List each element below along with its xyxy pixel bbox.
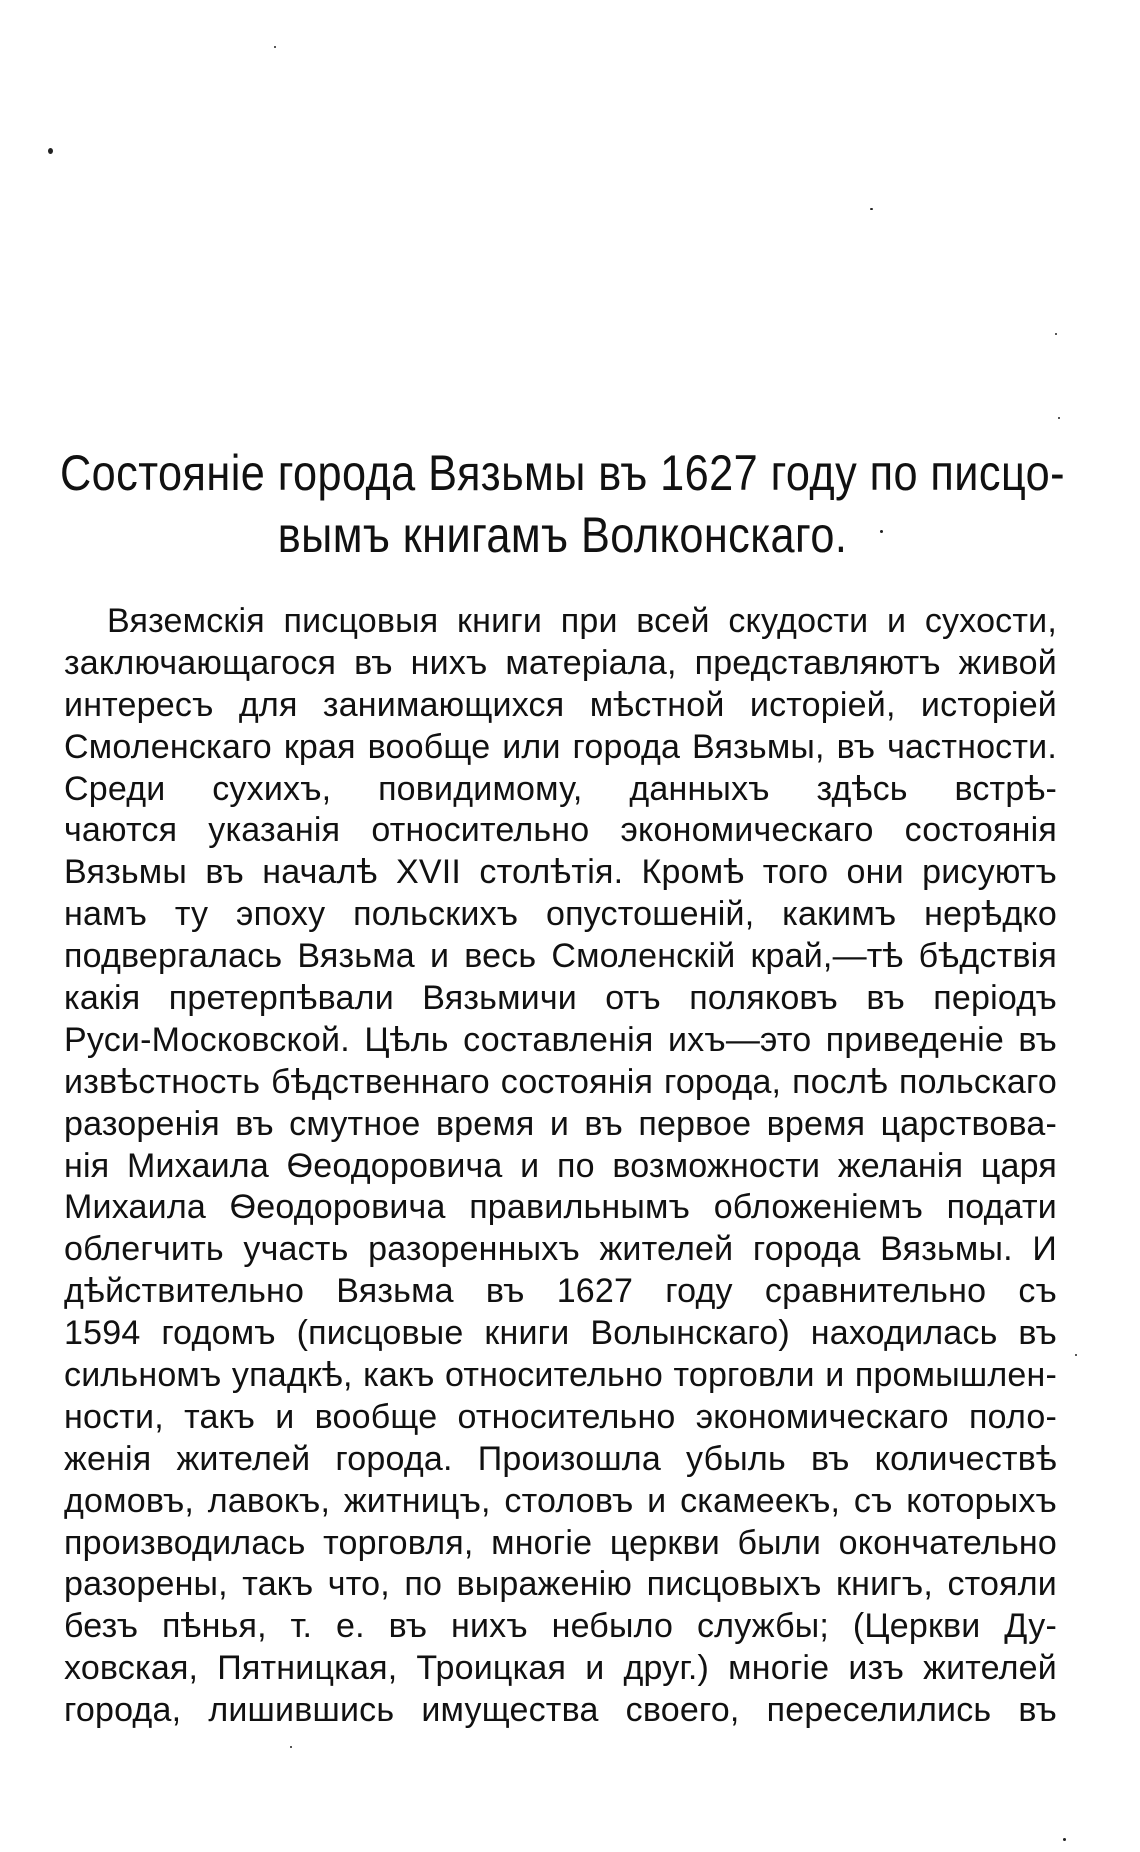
text-line: Вязьмы въ началѣ XVII столѣтія. Кромѣ того они рисуютъ: [64, 853, 1057, 892]
title-line-1: Состояніе города Вязьмы въ 1627 году по писцо-: [60, 445, 1066, 501]
text-line: Вяземскія писцовыя книги при всей скудости и сухости,: [107, 602, 1057, 640]
text-line: подвергалась Вязьма и весь Смоленскій край,—тѣ бѣдствія: [64, 937, 1057, 976]
text-line: безъ пѣнья, т. е. въ нихъ небыло службы; (Церкви Ду-: [64, 1607, 1057, 1646]
text-line: облегчить участь разоренныхъ жителей города Вязьмы. И: [64, 1230, 1057, 1269]
text-line: заключающагося въ нихъ матеріала, представляютъ живой: [64, 643, 1057, 682]
text-line: интересъ для занимающихся мѣстной исторіей, исторіей: [64, 685, 1057, 724]
text-line: какія претерпѣвали Вязьмичи отъ поляковъ въ періодъ: [64, 979, 1057, 1018]
title-line-2: вымъ книгамъ Волконскаго.: [277, 507, 848, 563]
scan-speck: [290, 1746, 292, 1748]
scan-speck: [870, 208, 873, 210]
text-line: Михаила Ѳеодоровича правильнымъ обложеніемъ подати: [64, 1188, 1057, 1227]
scan-speck: [1055, 333, 1057, 335]
scan-speck: [1058, 417, 1060, 419]
text-line: дѣйствительно Вязьма въ 1627 году сравнительно съ: [64, 1272, 1057, 1311]
text-line: Среди сухихъ, повидимому, данныхъ здѣсь встрѣ-: [64, 769, 1057, 808]
scan-speck: [1063, 1838, 1066, 1841]
text-line: 1594 годомъ (писцовые книги Волынскаго) находилась въ: [64, 1314, 1057, 1353]
text-line: Смоленскаго края вообще или города Вязьмы, въ частности.: [64, 727, 1057, 766]
text-line: ности, такъ и вообще относительно экономическаго поло-: [64, 1397, 1057, 1436]
text-line: разоренія въ смутное время и въ первое время царствова-: [64, 1104, 1057, 1143]
scan-speck: [880, 530, 883, 533]
page-title: [60, 442, 1065, 566]
body-paragraph: [64, 601, 1057, 1732]
text-line: женія жителей города. Произошла убыль въ количествѣ: [64, 1439, 1057, 1478]
text-line: домовъ, лавокъ, житницъ, столовъ и скамеекъ, съ которыхъ: [64, 1481, 1057, 1520]
scan-speck: [48, 148, 53, 154]
text-line: сильномъ упадкѣ, какъ относительно торговли и промышлен-: [64, 1356, 1057, 1395]
text-line: разорены, такъ что, по выраженію писцовыхъ книгъ, стояли: [64, 1565, 1057, 1604]
text-line: Руси-Московской. Цѣль составленія ихъ—это приведеніе въ: [64, 1020, 1057, 1059]
text-line: города, лишившись имущества своего, переселились въ: [64, 1691, 1057, 1730]
scan-speck: [1075, 1354, 1077, 1356]
text-line: извѣстность бѣдственнаго состоянія города, послѣ польскаго: [64, 1062, 1057, 1101]
text-line: намъ ту эпоху польскихъ опустошеній, какимъ нерѣдко: [64, 895, 1057, 934]
scan-speck: [274, 46, 276, 48]
text-line: чаются указанія относительно экономическаго состоянія: [64, 811, 1057, 850]
text-line: производилась торговля, многіе церкви были окончательно: [64, 1523, 1057, 1562]
text-line: нія Михаила Ѳеодоровича и по возможности желанія царя: [64, 1146, 1057, 1185]
text-line: ховская, Пятницкая, Троицкая и друг.) многіе изъ жителей: [64, 1649, 1057, 1688]
